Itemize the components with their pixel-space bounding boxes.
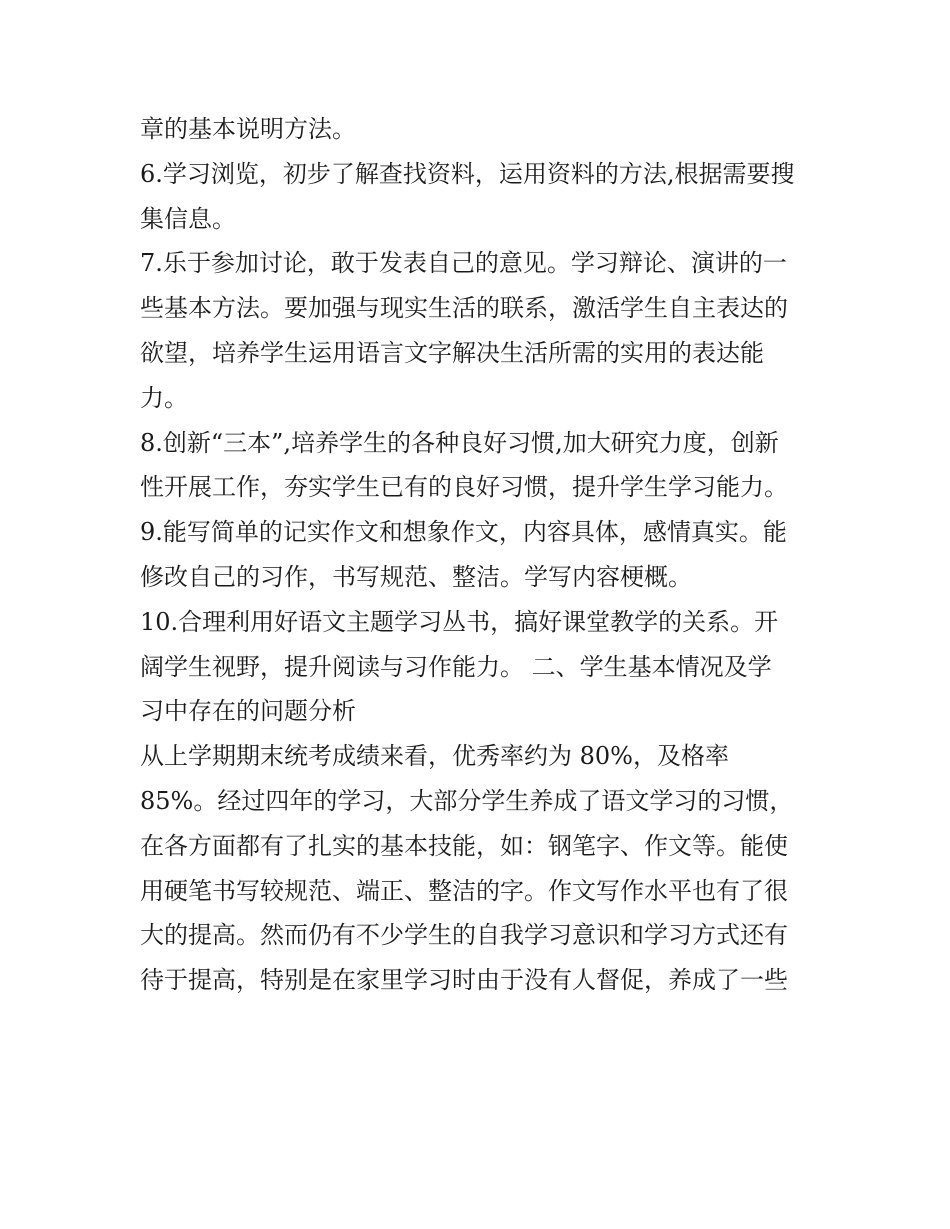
- text-line: 待于提高，特别是在家里学习时由于没有人督促，养成了一些: [140, 966, 788, 995]
- text-line: 用硬笔书写较规范、端正、整洁的字。作文写作水平也有了很: [140, 876, 788, 905]
- text-line: 章的基本说明方法。: [140, 115, 356, 143]
- text-line: 在各方面都有了扎实的基本技能，如：钢笔字、作文等。能使: [140, 831, 788, 860]
- text-line: 6.学习浏览，初步了解查找资料，运用资料的方法,根据需要搜: [140, 159, 795, 188]
- text-line: 修改自己的习作，书写规范、整洁。学写内容梗概。: [140, 562, 692, 591]
- text-line: 10.合理利用好语文主题学习丛书，搞好课堂教学的关系。开: [140, 607, 779, 636]
- text-line: 欲望，培养学生运用语言文字解决生活所需的实用的表达能: [140, 338, 764, 367]
- text-line: 大的提高。然而仍有不少学生的自我学习意识和学习方式还有: [140, 921, 788, 950]
- text-line: 集信息。: [140, 204, 236, 233]
- text-line: 习中存在的问题分析: [140, 697, 356, 726]
- text-line: 8.创新“三本”,培养学生的各种良好习惯,加大研究力度，创新: [140, 428, 779, 457]
- text-line: 性开展工作，夯实学生已有的良好习惯，提升学生学习能力。: [140, 473, 788, 502]
- document-body: [140, 107, 820, 1003]
- text-line: 阔学生视野，提升阅读与习作能力。 二、学生基本情况及学: [140, 652, 772, 681]
- text-line: 9.能写简单的记实作文和想象作文，内容具体，感情真实。能: [140, 518, 787, 547]
- text-line: 7.乐于参加讨论，敢于发表自己的意见。学习辩论、演讲的一: [140, 249, 787, 278]
- text-line: 85%。经过四年的学习，大部分学生养成了语文学习的习惯，: [140, 786, 794, 815]
- text-line: 力。: [140, 383, 188, 412]
- text-line: 从上学期期末统考成绩来看，优秀率约为 80%，及格率: [140, 742, 729, 771]
- text-line: 些基本方法。要加强与现实生活的联系，激活学生自主表达的: [140, 294, 788, 323]
